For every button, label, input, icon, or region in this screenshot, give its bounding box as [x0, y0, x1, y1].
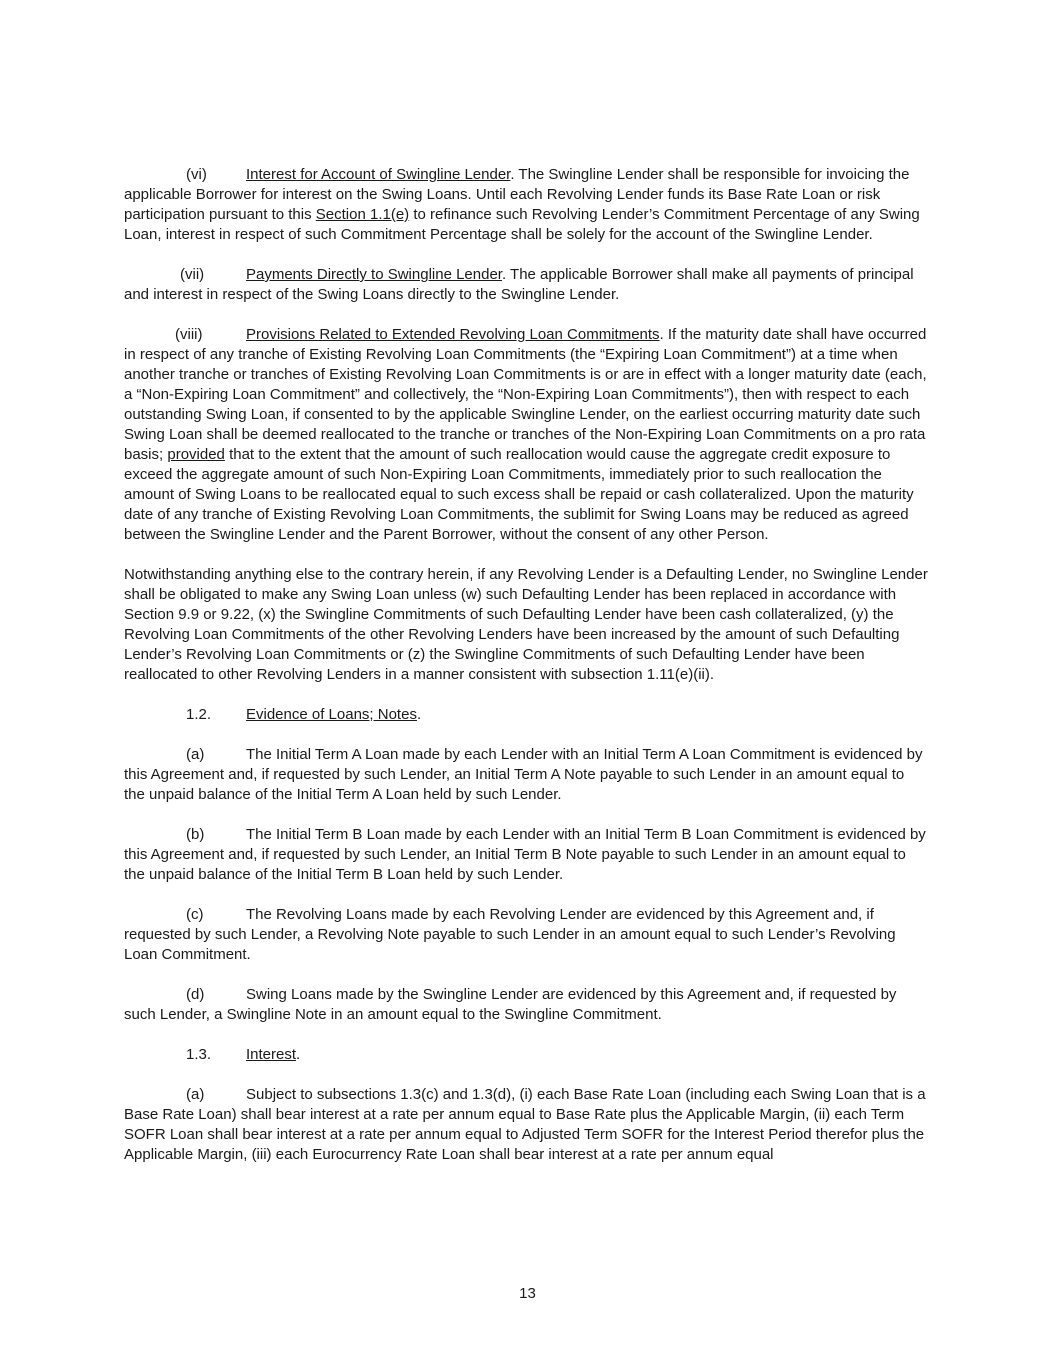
section-reference: Section 1.1(e): [315, 206, 410, 223]
section-heading-1-2: [124, 705, 928, 725]
paragraph-1-2-d: [124, 985, 928, 1025]
clause-number: (viii): [175, 326, 203, 343]
clause-text: . The Swingline Lender shall be responsible for invoicing the applicable Borrower for interest on the Swing Loans. Until each Revolving Lender funds its Base Rate Loan or risk participation pursuant to this: [124, 166, 910, 223]
section-heading-1-3: [124, 1045, 928, 1065]
subsection-number: (a): [186, 1086, 205, 1103]
subsection-number: (a): [186, 746, 205, 763]
subsection-text: Swing Loans made by the Swingline Lender are evidenced by this Agreement and, if requested by such Lender, a Swingline Note in an amount equal to the Swingline Commitment.: [124, 986, 897, 1023]
subsection-text: The Initial Term B Loan made by each Lender with an Initial Term B Loan Commitment is evidenced by this Agreement and, if requested by such Lender, an Initial Term B Note payable to such Lender in an amount equal to the unpaid balance of the Initial Term B Loan held by such Lender.: [124, 826, 926, 883]
subsection-text: Subject to subsections 1.3(c) and 1.3(d), (i) each Base Rate Loan (including each Swing Loan that is a Base Rate Loan) shall bear interest at a rate per annum equal to Base Rate plus the Applicable Margin, (ii) each Term SOFR Loan shall bear interest at a rate per annum equal to Adjusted Term SOFR for the Interest Period therefor plus the Applicable Margin, (iii) each Eurocurrency Rate Loan shall bear interest at a rate per annum equal: [124, 1086, 926, 1163]
section-title: Interest: [246, 1046, 297, 1063]
paragraph-1-2-c: [124, 905, 928, 965]
section-title-tail: .: [296, 1046, 301, 1063]
paragraph-notwithstanding: Notwithstanding anything else to the contrary herein, if any Revolving Lender is a Defaulting Lender, no Swingline Lender shall be obligated to make any Swing Loan unless (w) such Defaulting Lender has been replaced in accordance with Section 9.9 or 9.22, (x) the Swingline Commitments of such Defaulting Lender have been cash collateralized, (y) the Revolving Loan Commitments of the other Revolving Lenders have been increased by the amount of such Defaulting Lender’s Revolving Loan Commitments or (z) the Swingline Commitments of such Defaulting Lender have been reallocated to other Revolving Lenders in a manner consistent with subsection 1.11(e)(ii).: [124, 566, 928, 683]
paragraph-1-2-a: [124, 745, 928, 805]
section-title: Evidence of Loans; Notes: [246, 706, 417, 723]
page-number: 13: [519, 1285, 536, 1302]
clause-title: Provisions Related to Extended Revolving Loan Commitments: [246, 326, 660, 343]
subsection-number: (b): [186, 826, 205, 843]
paragraph-vi: [124, 165, 928, 245]
document-body: [124, 165, 928, 1185]
provided-term: provided: [167, 446, 225, 463]
clause-number: (vii): [180, 266, 205, 283]
clause-text: . If the maturity date shall have occurred in respect of any tranche of Existing Revolving Loan Commitments (the “Expiring Loan Commitment”) at a time when another tranche or tranches of Existing Revolving Loan Commitments is or are in effect with a longer maturity date (each, a “Non-Expiring Loan Commitment” and collectively, the “Non-Expiring Loan Commitments”), then with respect to each outstanding Swing Loan, if consented to by the applicable Swingline Lender, on the earliest occurring maturity date such Swing Loan shall be deemed reallocated to the tranche or tranches of the Non-Expiring Loan Commitments on a pro rata basis;: [124, 326, 927, 463]
clause-text: that to the extent that the amount of such reallocation would cause the aggregate credit exposure to exceed the aggregate amount of such Non-Expiring Loan Commitments, immediately prior to such reallocation the amount of Swing Loans to be reallocated equal to such excess shall be repaid or cash collateralized. Upon the maturity date of any tranche of Existing Revolving Loan Commitments, the sublimit for Swing Loans may be reduced as agreed between the Swingline Lender and the Parent Borrower, without the consent of any other Person.: [124, 446, 914, 543]
subsection-number: (d): [186, 986, 205, 1003]
paragraph-vii: [124, 265, 928, 305]
clause-title: Payments Directly to Swingline Lender: [246, 266, 502, 283]
subsection-number: (c): [186, 906, 204, 923]
paragraph-1-3-a: [124, 1085, 928, 1165]
subsection-text: The Initial Term A Loan made by each Lender with an Initial Term A Loan Commitment is evidenced by this Agreement and, if requested by such Lender, an Initial Term A Note payable to such Lender in an amount equal to the unpaid balance of the Initial Term A Loan held by such Lender.: [124, 746, 923, 803]
clause-text: to refinance such Revolving Lender’s Commitment Percentage of any Swing Loan, interest in respect of such Commitment Percentage shall be solely for the account of the Swingline Lender.: [124, 206, 920, 243]
section-number: 1.3.: [186, 1046, 212, 1063]
section-title-tail: .: [416, 706, 422, 723]
subsection-text: The Revolving Loans made by each Revolving Lender are evidenced by this Agreement and, if requested by such Lender, a Revolving Note payable to such Lender in an amount equal to such Lender’s Revolving Loan Commitment.: [124, 906, 896, 963]
paragraph-1-2-b: [124, 825, 928, 885]
paragraph-viii: [124, 325, 928, 545]
clause-text: . The applicable Borrower shall make all payments of principal and interest in respect of the Swing Loans directly to the Swingline Lender.: [124, 266, 914, 303]
clause-number: (vi): [186, 166, 207, 183]
clause-title: Interest for Account of Swingline Lender: [246, 166, 511, 183]
section-number: 1.2.: [186, 706, 212, 723]
